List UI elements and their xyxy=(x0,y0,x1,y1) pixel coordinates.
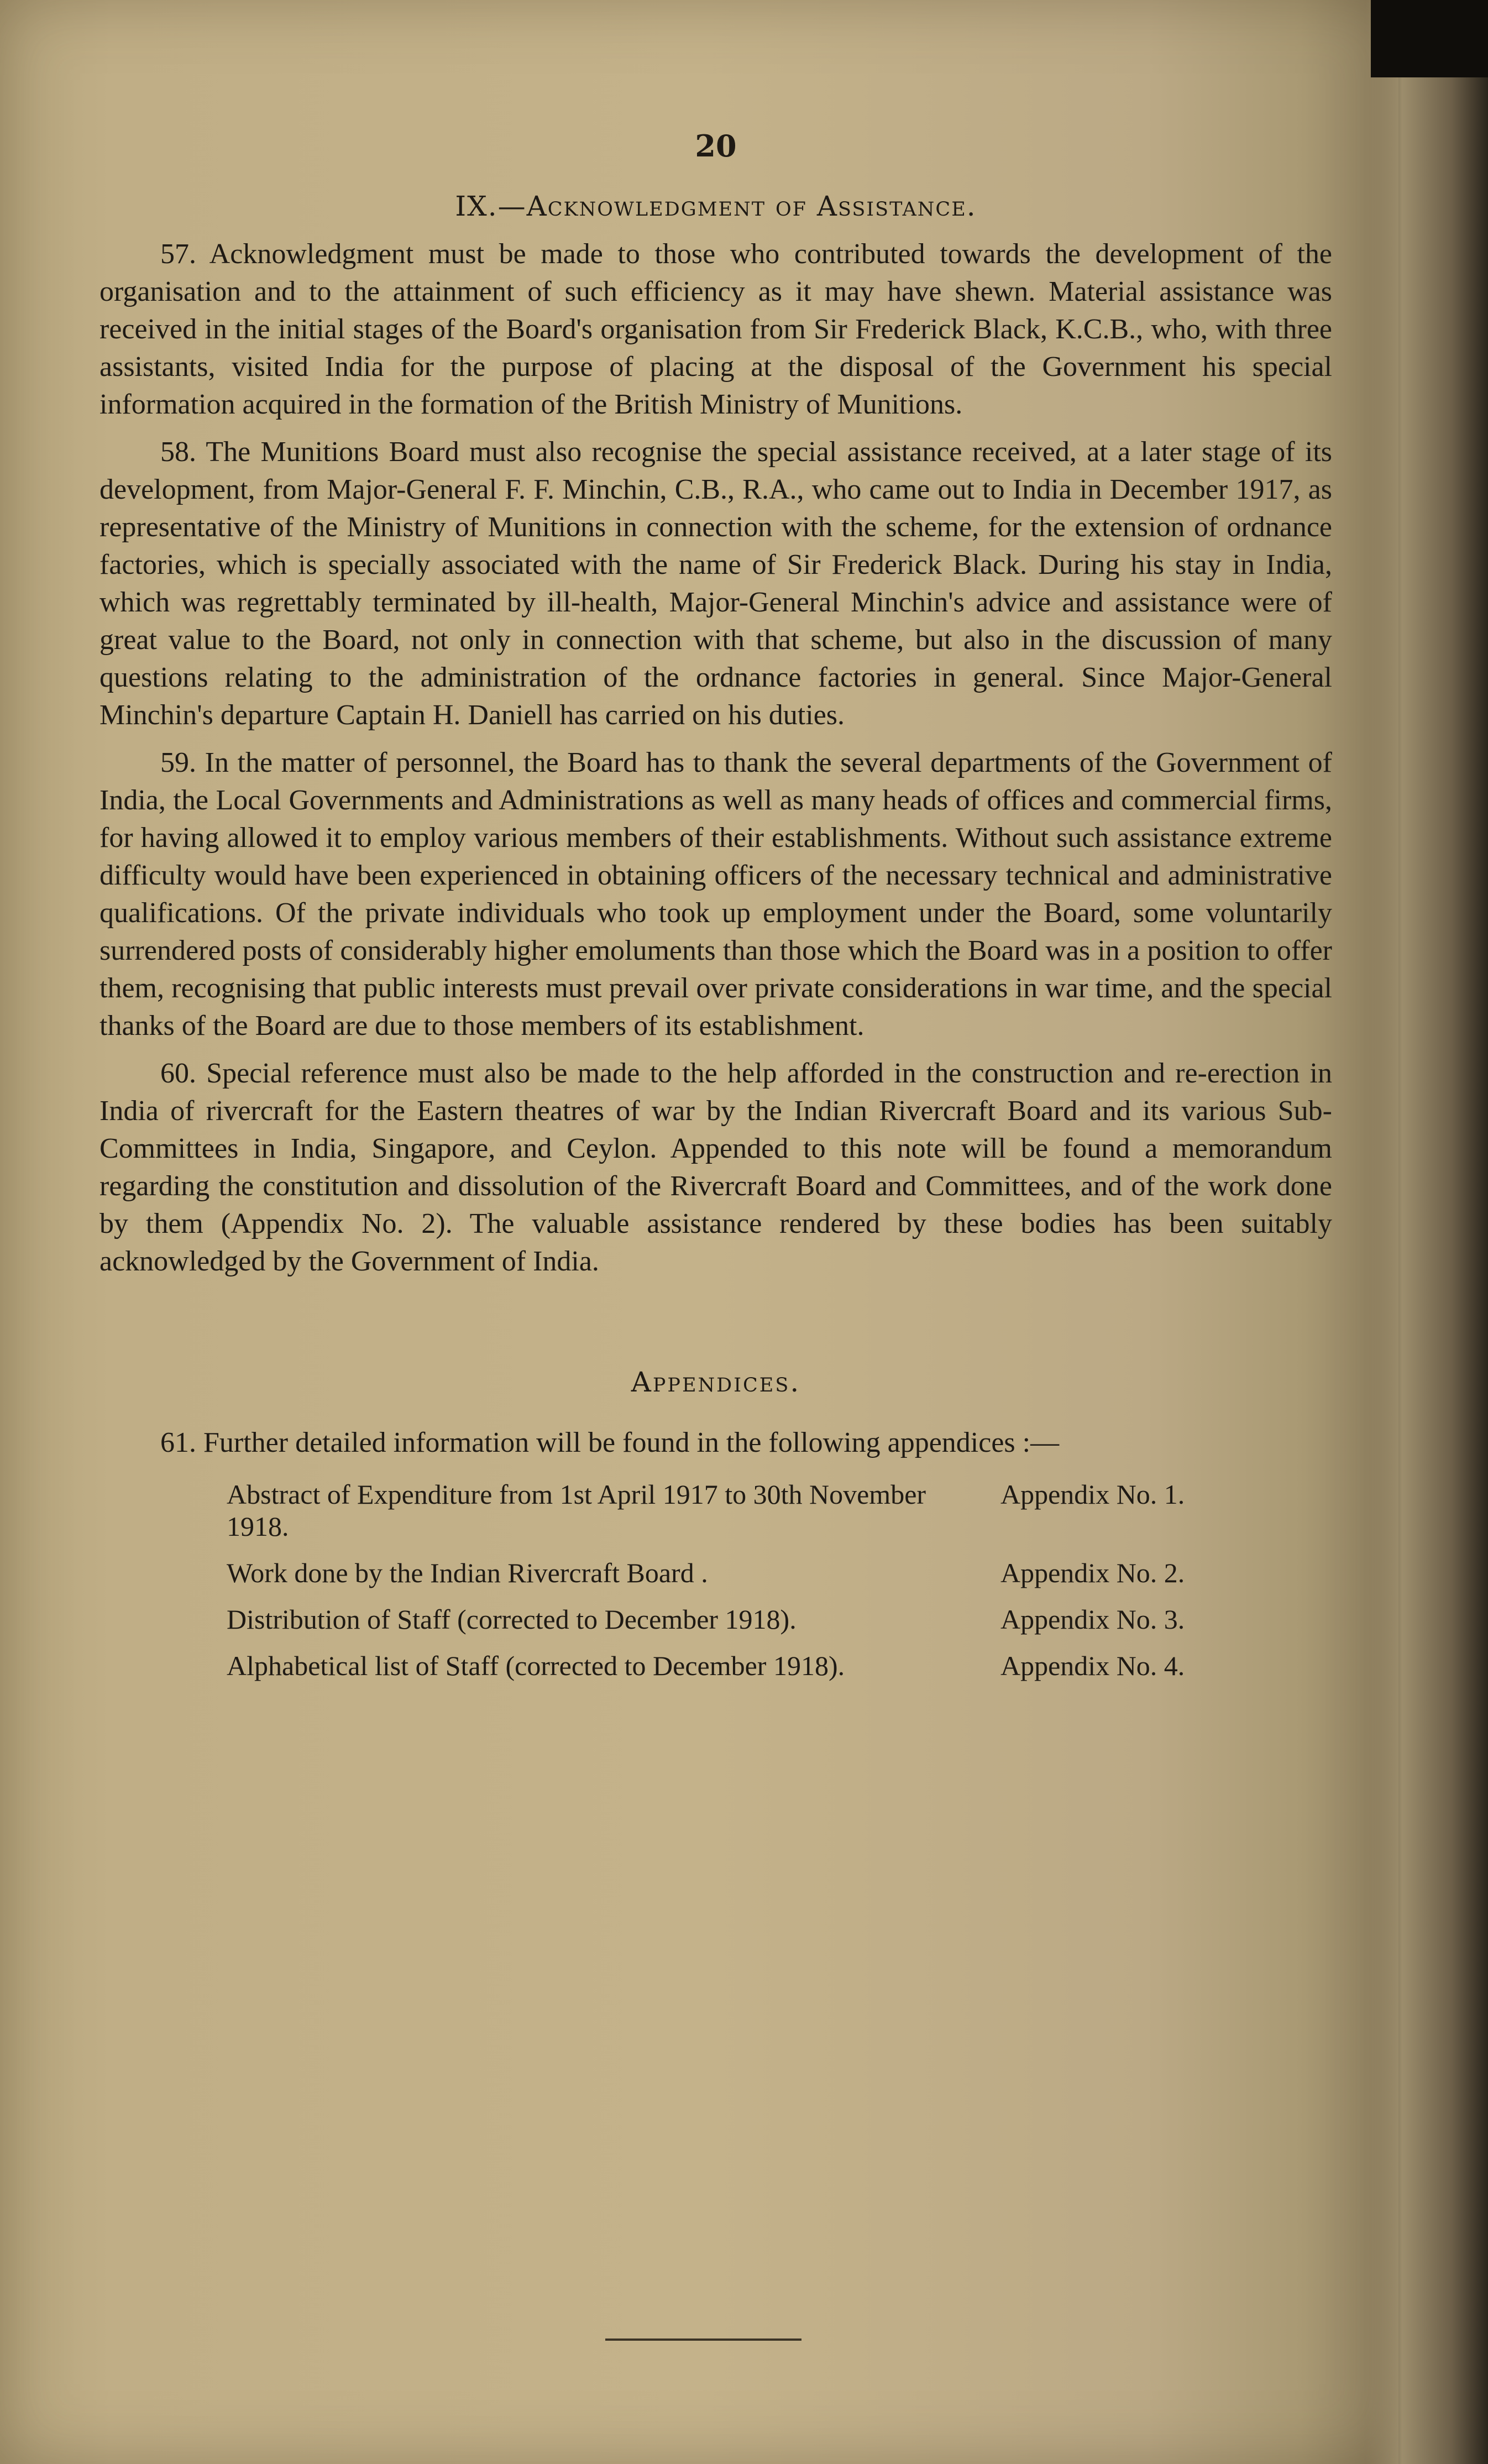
appendix-description: Abstract of Expenditure from 1st April 1917 to 30th November 1918. xyxy=(227,1479,926,1542)
appendix-reference: Appendix No. 3. xyxy=(1000,1604,1185,1635)
closing-rule xyxy=(605,2339,801,2341)
appendices-heading: Appendices. xyxy=(631,1366,801,1398)
paragraph-57: 57. Acknowledgment must be made to those who contributed towards the development of the organisation and to the attainment of such efficiency as it may have shewn. Material assistance was received in the initial stages of the Board's organisation from Sir Frederick Black, K.C.B., who, with three assistants, visited India for the purpose of placing at the disposal of the Government his special information acquired in the formation of the British Ministry of Munitions. xyxy=(99,238,1332,420)
page-number: 20 xyxy=(695,128,737,164)
document-page xyxy=(99,127,1332,1696)
appendix-row xyxy=(227,1650,1310,1696)
paragraph-59: 59. In the matter of personnel, the Board has to thank the several departments of the Government of India, the Local Governments and Administrations as well as many heads of offices and commercial firms, for having allowed it to employ various members of their establishments. Without such assistance extreme difficulty would have been experienced in obtaining officers of the necessary technical and administrative qualifications. Of the private individuals who took up employment under the Board, some voluntarily surrendered posts of considerably higher emoluments than those which the Board was in a position to offer them, recognising that public interests must prevail over private considerations in war time, and the special thanks of the Board are due to those members of its establishment. xyxy=(99,747,1332,1042)
page-edge-shadow xyxy=(1365,0,1488,2464)
appendix-row xyxy=(227,1478,1310,1557)
appendix-description: Work done by the Indian Rivercraft Board . xyxy=(227,1557,708,1588)
paragraph-58: 58. The Munitions Board must also recognise the special assistance received, at a later stage of its development, from Major-General F. F. Minchin, C.B., R.A., who came out to India in December 1917, as representative of the Ministry of Munitions in connection with the scheme, for the extension of ordnance factories, which is specially associated with the name of Sir Frederick Black. During his stay in India, which was regrettably terminated by ill-health, Major-General Minchin's advice and assistance were of great value to the Board, not only in connection with that scheme, but also in the discussion of many questions relating to the administration of the ordnance factories in general. Since Major-General Minchin's departure Captain H. Daniell has carried on his duties. xyxy=(99,436,1332,731)
background-corner xyxy=(1371,0,1488,77)
appendices-list xyxy=(227,1478,1310,1696)
appendix-description: Distribution of Staff (corrected to December 1918). xyxy=(227,1604,797,1635)
section-heading: IX.—Acknowledgment of Assistance. xyxy=(455,190,977,222)
appendix-reference: Appendix No. 1. xyxy=(1000,1479,1185,1510)
appendix-reference: Appendix No. 2. xyxy=(1000,1557,1185,1588)
appendix-reference: Appendix No. 4. xyxy=(1000,1650,1185,1681)
appendix-row xyxy=(227,1603,1310,1650)
appendix-row xyxy=(227,1557,1310,1603)
paragraph-60: 60. Special reference must also be made to the help afforded in the construction and re-erection in India of rivercraft for the Eastern theatres of war by the Indian Rivercraft Board and its various Sub-Committees in India, Singapore, and Ceylon. Appended to this note will be found a memorandum regarding the constitution and dissolution of the Rivercraft Board and Committees, and of the work done by them (Appendix No. 2). The valuable assistance rendered by these bodies has been suitably acknowledged by the Government of India. xyxy=(99,1058,1332,1277)
appendix-description: Alphabetical list of Staff (corrected to December 1918). xyxy=(227,1650,845,1681)
appendices-intro: 61. Further detailed information will be found in the following appendices :— xyxy=(160,1427,1060,1458)
